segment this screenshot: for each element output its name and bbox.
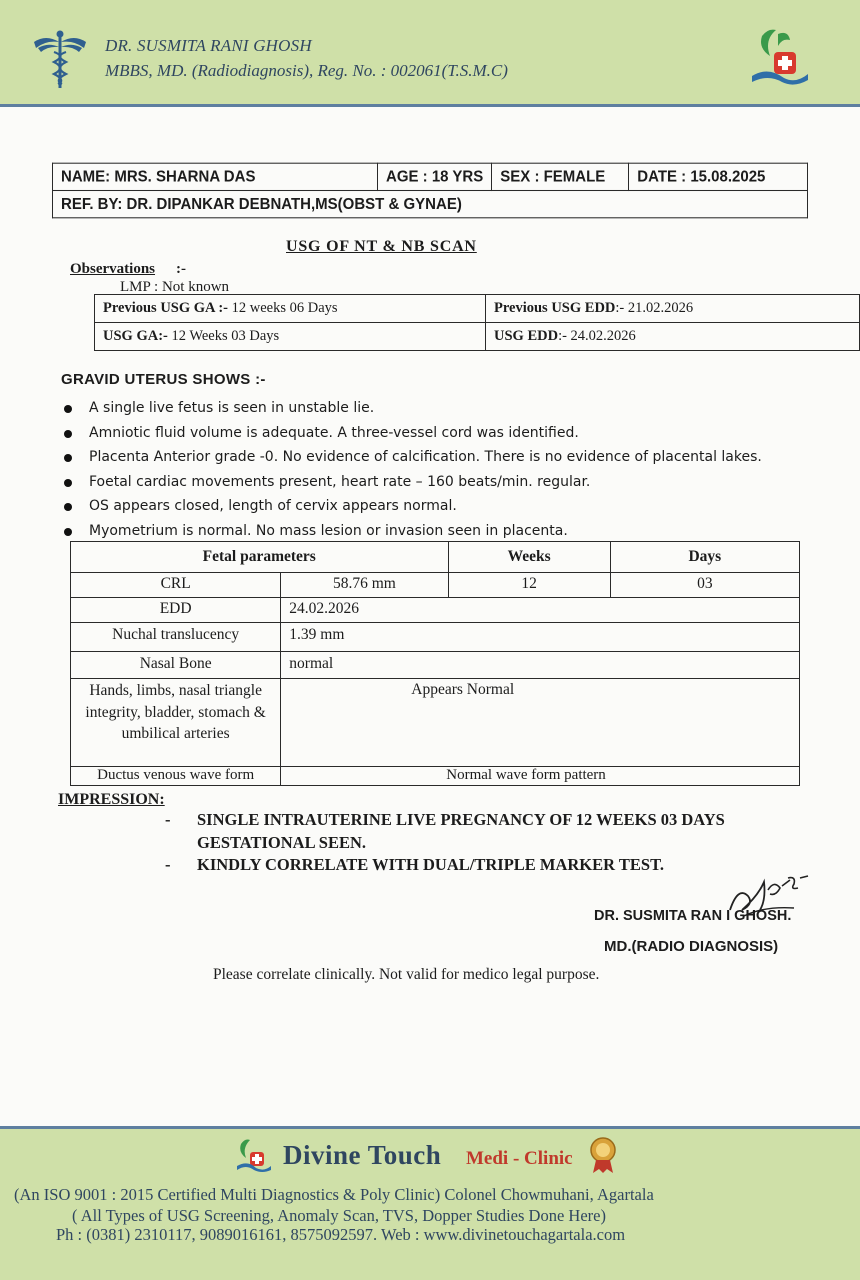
table-row	[71, 679, 800, 767]
crl-value: 58.76 mm	[281, 573, 448, 598]
impression-text-3: KINDLY CORRELATE WITH DUAL/TRIPLE MARKER TEST.	[197, 855, 664, 874]
list-item: Foetal cardiac movements present, heart rate – 160 beats/min. regular.	[60, 474, 762, 499]
referred-by: REF. BY: DR. DIPANKAR DEBNATH,MS(OBST & GYNAE)	[53, 191, 808, 218]
previous-ga-cell	[95, 295, 486, 323]
crl-days: 03	[610, 573, 799, 598]
list-item: Myometrium is normal. No mass lesion or invasion seen in placenta.	[60, 523, 762, 548]
list-item: Placenta Anterior grade -0. No evidence of calcification. There is no evidence of placental lakes.	[60, 449, 762, 474]
report-date: DATE : 15.08.2025	[629, 163, 808, 190]
clinic-brand-name: Divine Touch	[283, 1140, 442, 1170]
table-row	[71, 598, 800, 623]
usg-ga-value: 12 Weeks 03 Days	[167, 328, 280, 344]
list-item: Amniotic fluid volume is adequate. A three-vessel cord was identified.	[60, 425, 762, 450]
edd-label: EDD	[71, 598, 281, 623]
previous-edd-label: Previous USG EDD	[494, 300, 616, 316]
edd-value: 24.02.2026	[281, 598, 800, 623]
doctor-name-header: DR. SUSMITA RANI GHOSH	[105, 36, 312, 55]
impression-label: IMPRESSION:	[58, 791, 165, 808]
previous-edd-value: :- 21.02.2026	[615, 300, 694, 316]
table-row	[71, 652, 800, 679]
usg-edd-label: USG EDD	[494, 328, 559, 344]
ductus-value: Normal wave form pattern	[281, 767, 800, 786]
fetal-parameters-table	[70, 541, 800, 786]
signatory-degree: MD.(RADIO DIAGNOSIS)	[604, 938, 779, 955]
nt-value: 1.39 mm	[281, 623, 800, 652]
impression-text-1: SINGLE INTRAUTERINE LIVE PREGNANCY OF 12 WEEKS 03 DAYS	[197, 810, 725, 829]
nasal-bone-value: normal	[281, 652, 800, 679]
nt-label: Nuchal translucency	[71, 623, 281, 652]
footer-services: ( All Types of USG Screening, Anomaly Scan, TVS, Dopper Studies Done Here)	[72, 1206, 606, 1225]
medical-cross-logo-icon	[748, 26, 812, 86]
iso-badge-icon	[588, 1136, 618, 1174]
usg-ga-table	[94, 294, 860, 351]
lmp-text: LMP : Not known	[120, 279, 230, 295]
footer-contact: Ph : (0381) 2310117, 9089016161, 8575092597. Web : www.divinetouchagartala.com	[56, 1225, 626, 1244]
patient-name: NAME: MRS. SHARNA DAS	[53, 163, 378, 190]
report-title: USG OF NT & NB SCAN	[286, 238, 477, 255]
doctor-degrees-header: MBBS, MD. (Radiodiagnosis), Reg. No. : 002061(T.S.M.C)	[105, 61, 508, 80]
list-item: A single live fetus is seen in unstable lie.	[60, 400, 762, 425]
usg-ga-label: USG GA:-	[103, 328, 168, 344]
signatory-name: DR. SUSMITA RAN I GHOSH.	[594, 908, 792, 924]
usg-edd-value: :- 24.02.2026	[558, 328, 636, 344]
table-row	[71, 767, 800, 786]
crl-label: CRL	[71, 573, 281, 598]
patient-info-table	[52, 163, 808, 219]
impression-line-2: GESTATIONAL SEEN.	[197, 833, 367, 852]
caduceus-icon	[32, 28, 88, 90]
impression-dash: -	[165, 810, 171, 829]
header-fetal-parameters: Fetal parameters	[71, 542, 449, 573]
header-weeks: Weeks	[448, 542, 610, 573]
previous-ga-value: 12 weeks 06 Days	[228, 300, 338, 316]
header-days: Days	[610, 542, 799, 573]
ductus-label: Ductus venous wave form	[71, 767, 281, 786]
table-header-row	[71, 542, 800, 573]
nasal-bone-label: Nasal Bone	[71, 652, 281, 679]
table-row	[71, 623, 800, 652]
usg-edd-cell	[486, 323, 860, 351]
findings-list	[60, 400, 762, 547]
patient-age: AGE : 18 YRS	[378, 163, 492, 190]
impression-dash: -	[165, 855, 171, 874]
hands-limbs-value: Appears Normal	[281, 679, 800, 767]
table-row	[71, 573, 800, 598]
crl-weeks: 12	[448, 573, 610, 598]
list-item: OS appears closed, length of cervix appears normal.	[60, 498, 762, 523]
observations-suffix: :-	[176, 261, 186, 277]
patient-sex: SEX : FEMALE	[492, 163, 629, 190]
disclaimer-text: Please correlate clinically. Not valid for medico legal purpose.	[213, 966, 600, 983]
clinic-brand-sub: Medi - Clinic	[466, 1148, 573, 1169]
gravid-uterus-heading: GRAVID UTERUS SHOWS :-	[61, 371, 266, 388]
previous-ga-label: Previous USG GA :-	[103, 300, 228, 316]
previous-edd-cell	[486, 295, 860, 323]
footer-address: (An ISO 9001 : 2015 Certified Multi Diagnostics & Poly Clinic) Colonel Chowmuhani, Agartala	[14, 1185, 654, 1204]
observations-label: Observations	[70, 261, 156, 277]
impression-line-1	[165, 810, 725, 830]
usg-ga-cell	[95, 323, 486, 351]
hands-limbs-label: Hands, limbs, nasal triangle integrity, bladder, stomach & umbilical arteries	[71, 679, 281, 767]
clinic-logo-icon	[236, 1138, 272, 1172]
impression-line-3	[165, 855, 664, 875]
